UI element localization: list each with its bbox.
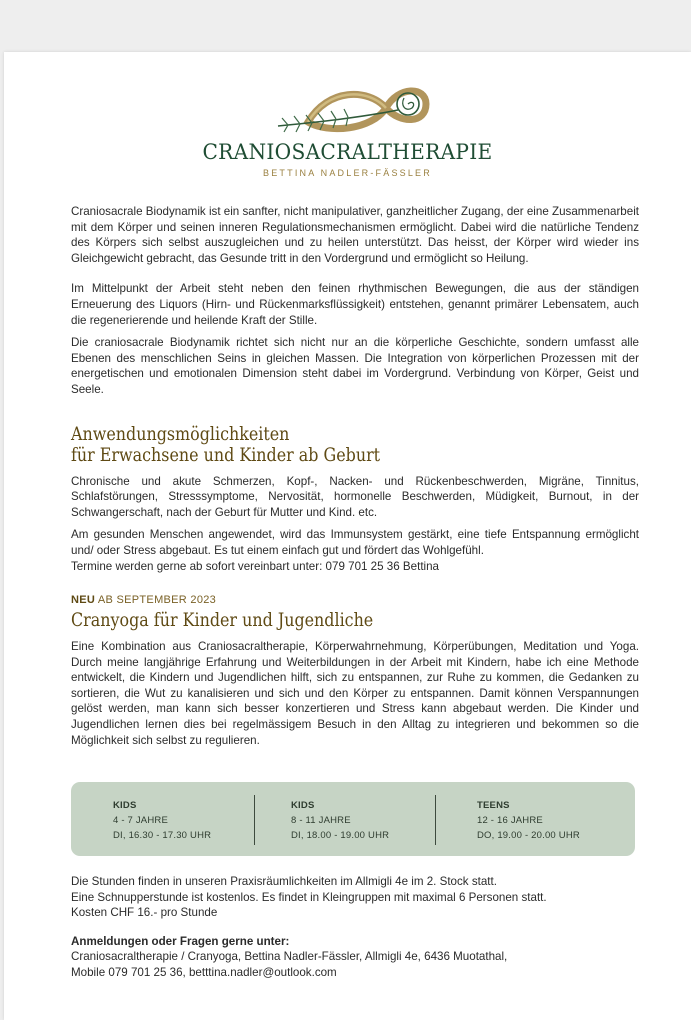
applications-title-line-2: für Erwachsene und Kinder ab Geburt — [71, 444, 381, 466]
info-line-2: Eine Schnupperstunde ist kostenlos. Es findet in Kleingruppen mit maximal 6 Personen statt. — [71, 890, 547, 904]
main-content — [71, 204, 639, 748]
yoga-paragraph: Eine Kombination aus Craniosacraltherapie, Körperwahrnehmung, Körperübungen, Meditation und Yoga. Durch meine langjährige Erfahrung und Weiterbildungen in der Arbeit mit Kindern, habe ich eine Methode entwickelt, die Kindern und Jugendlichen hilft, sich zu entspannen, zur Ruhe zu kommen, die Gedanken zu sortieren, die Wut zu kanalisieren und sich und den Körper zu entspannen. Damit können Verspannungen gelöst werden, man kann sich besser konzertieren und Stress kann abgebaut werden. Die Kinder und Jugendlichen lernen dies bei regelmässigem Besuch in den Alltag zu integrieren und bekommen so die Möglichkeit sich selbst zu regulieren. — [71, 640, 639, 747]
fern-infinity-logo-icon — [248, 82, 448, 138]
schedule-time: DI, 16.30 - 17.30 UHR — [113, 830, 212, 841]
brand-subtitle: BETTINA NADLER-FÄSSLER — [263, 168, 432, 178]
info-section — [71, 874, 639, 981]
new-date: AB SEPTEMBER 2023 — [95, 594, 217, 607]
new-kicker — [71, 594, 639, 606]
schedule-age: 12 - 16 JAHRE — [477, 815, 543, 826]
intro-paragraph-2: Im Mittelpunkt der Arbeit steht neben den feinen rhythmischen Bewegungen, die aus der ständigen Erneuerung des Liquors (Hirn- und Rückenmarksflüssigkeit) entstehen, genannt primärer Lebensatem, auch die regenerierende und heilende Kraft der Stille. — [71, 282, 639, 327]
schedule-group: KIDS — [291, 800, 315, 811]
brand-name: CRANIOSACRALTHERAPIE — [202, 140, 493, 164]
applications-paragraph-3: Termine werden gerne ab sofort vereinbart unter: 079 701 25 36 Bettina — [71, 559, 440, 573]
schedule-group: TEENS — [477, 800, 510, 811]
applications-title-line-1: Anwendungsmöglichkeiten — [71, 423, 290, 445]
registration-line-1: Craniosacraltherapie / Cranyoga, Bettina Nadler-Fässler, Allmigli 4e, 6436 Muotathal, — [71, 950, 508, 964]
intro-paragraph-1: Craniosacrale Biodynamik ist ein sanfter, nicht manipulativer, ganzheitlicher Zugang, der eine Zusammenarbeit mit dem Körper und seinen inneren Regulationsmechanismen ermöglicht. Dabei wird die natürliche Tendenz des Körpers sich selbst auszugleichen und zu heilen unterstützt. Das heisst, der Körper wird wieder ins Gleichgewicht gebracht, das Gesunde tritt in den Vordergrund und ermöglicht so Heilung. — [71, 205, 639, 265]
schedule-column — [477, 798, 580, 843]
applications-heading — [71, 424, 639, 466]
document-page — [4, 52, 691, 1020]
new-label: NEU — [71, 594, 96, 607]
schedule-divider — [254, 795, 255, 845]
schedule-divider — [435, 795, 436, 845]
schedule-panel — [71, 782, 635, 856]
info-line-1: Die Stunden finden in unseren Praxisräumlichkeiten im Allmigli 4e im 2. Stock statt. — [71, 875, 497, 888]
registration-line-2: Mobile 079 701 25 36, betttina.nadler@outlook.com — [71, 965, 337, 979]
applications-paragraph-2: Am gesunden Menschen angewendet, wird das Immunsystem gestärkt, eine tiefe Entspannung ermöglicht und/ oder Stress abgebaut. Es tut einem einfach gut und fördert das Wohlgefühl. — [71, 528, 639, 557]
schedule-column — [113, 798, 211, 843]
schedule-time: DO, 19.00 - 20.00 UHR — [477, 830, 580, 841]
info-line-3: Kosten CHF 16.- pro Stunde — [71, 906, 218, 920]
intro-paragraph-3: Die craniosacrale Biodynamik richtet sich nicht nur an die körperliche Geschichte, sondern umfasst alle Ebenen des menschlichen Seins in gleichen Massen. Die Integration von körperlichen Prozessen mit der energetischen und emotionalen Dimension steht dabei im Vordergrund. Verbindung von Körper, Geist und Seele. — [71, 336, 639, 396]
schedule-column — [291, 798, 389, 843]
schedule-age: 4 - 7 JAHRE — [113, 815, 168, 826]
yoga-title: Cranyoga für Kinder und Jugendliche — [71, 610, 374, 632]
schedule-time: DI, 18.00 - 19.00 UHR — [291, 830, 390, 841]
schedule-age: 8 - 11 JAHRE — [291, 815, 351, 826]
applications-paragraph-1: Chronische und akute Schmerzen, Kopf-, Nacken- und Rückenbeschwerden, Migräne, Tinnitus, Schlafstörungen, Stresssymptome, Nervosität, hormonelle Beschwerden, Müdigkeit, Burnout, in der Schwangerschaft, nach der Geburt für Mutter und Kind. etc. — [71, 474, 639, 519]
schedule-group: KIDS — [113, 800, 137, 811]
registration-title: Anmeldungen oder Fragen gerne unter: — [71, 934, 290, 948]
logo — [4, 82, 691, 178]
